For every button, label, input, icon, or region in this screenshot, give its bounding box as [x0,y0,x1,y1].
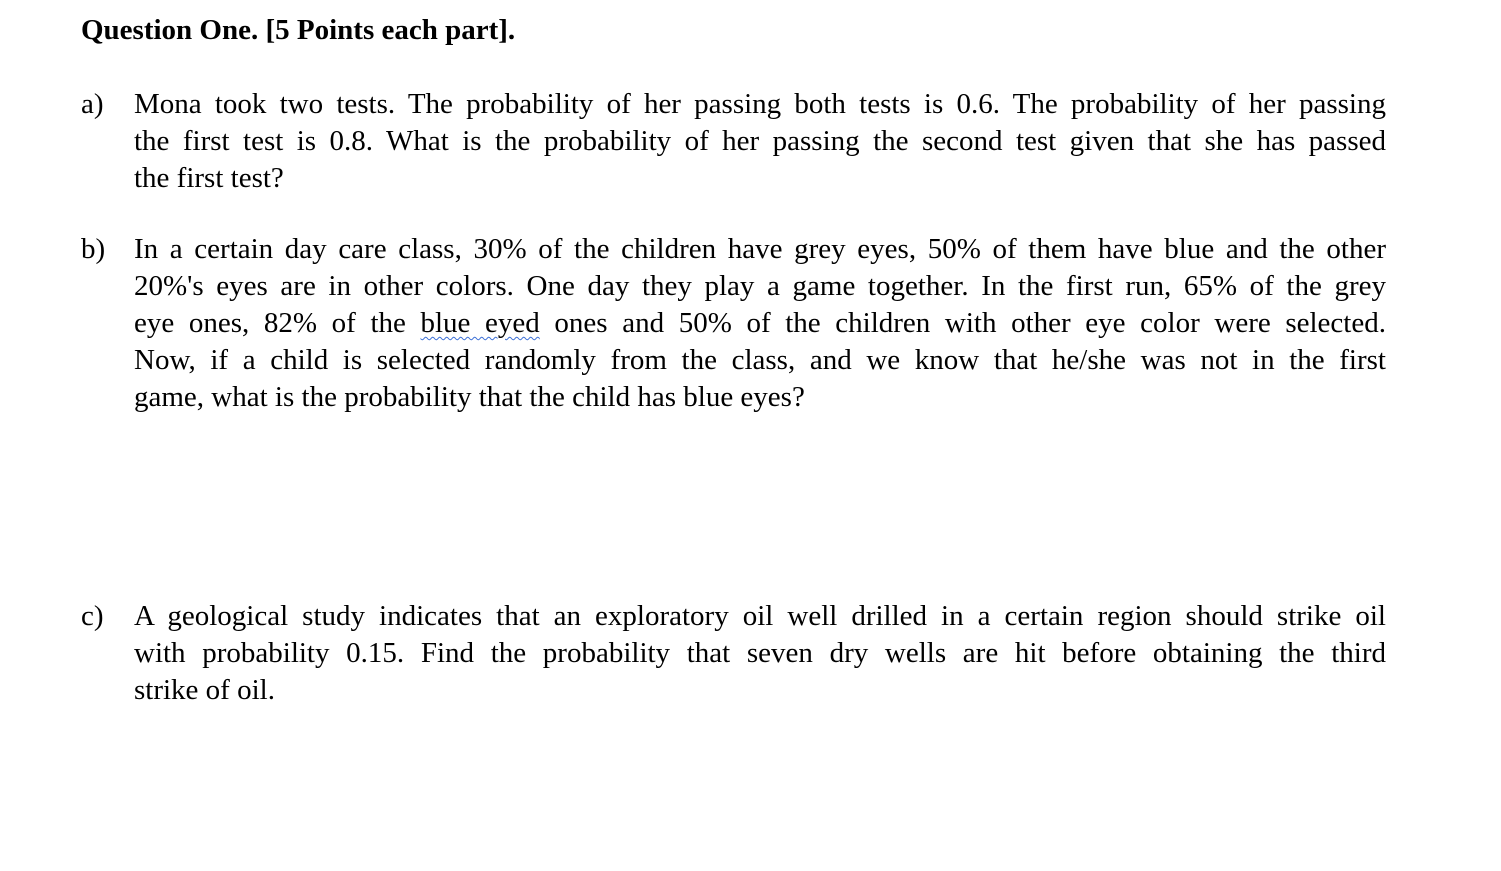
part-b-text [134,231,1386,416]
part-c-line-1: A geological study indicates that an exploratory oil well drilled in a certain region should strike oil [134,600,1386,632]
part-a [81,86,1386,197]
part-c-line-3: strike of oil. [134,674,275,706]
part-b-line-1: In a certain day care class, 30% of the children have grey eyes, 50% of them have blue and the other [134,233,1386,265]
part-c-line-2: with probability 0.15. Find the probability that seven dry wells are hit before obtaining the third [134,637,1386,669]
question-heading: Question One. [5 Points each part]. [81,14,516,46]
part-b [81,231,1386,416]
part-a-text [134,86,1386,197]
spellcheck-marked-text: blue eyed [420,307,540,339]
part-b-line-3 [134,305,1386,342]
part-b-line-3-start: eye ones, 82% of the [134,307,421,339]
part-b-letter: b) [81,233,106,265]
part-a-line-3: the first test? [134,162,284,194]
part-b-line-4: Now, if a child is selected randomly from the class, and we know that he/she was not in the first [134,344,1386,376]
part-a-letter: a) [81,88,104,120]
part-c-letter: c) [81,600,104,632]
part-a-line-1: Mona took two tests. The probability of her passing both tests is 0.6. The probability of her passing [134,88,1386,120]
part-b-line-3-end: ones and 50% of the children with other eye color were selected. [539,307,1386,339]
part-b-line-2: 20%'s eyes are in other colors. One day they play a game together. In the first run, 65% of the grey [134,270,1386,302]
part-b-line-5: game, what is the probability that the child has blue eyes? [134,381,805,413]
part-c [81,598,1386,709]
part-a-line-2: the first test is 0.8. What is the probability of her passing the second test given that she has passed [134,125,1386,157]
part-c-text [134,598,1386,709]
